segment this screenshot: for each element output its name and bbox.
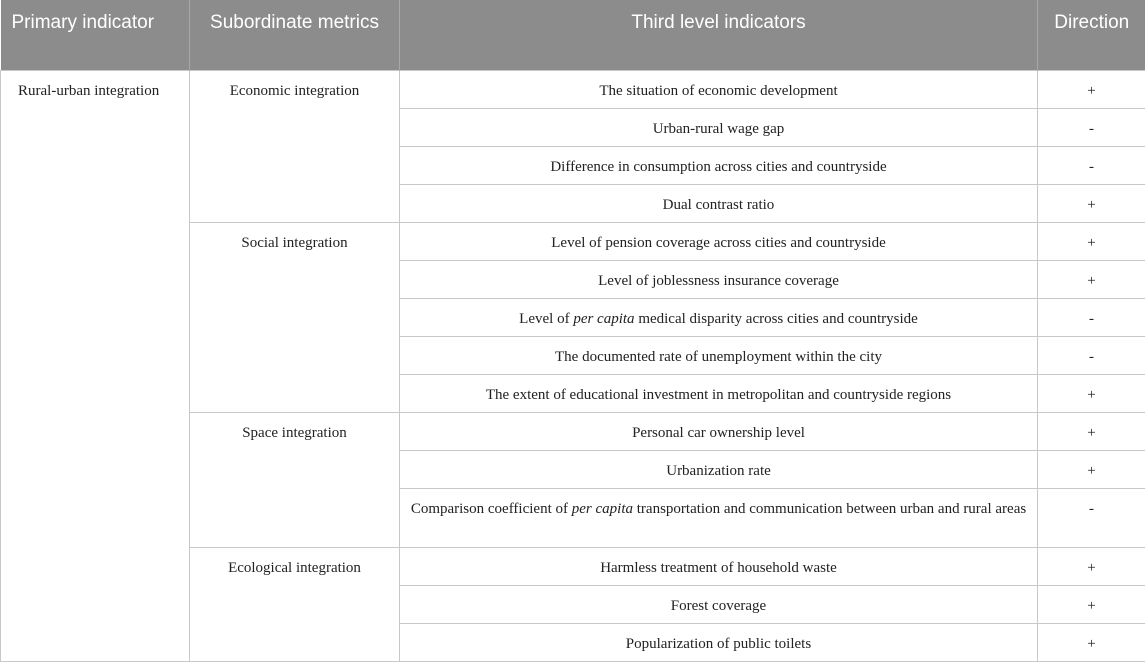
indicator-emphasis: per capita: [573, 310, 635, 327]
subordinate-metric-cell: Economic integration: [190, 70, 400, 222]
direction-cell: +: [1038, 623, 1145, 661]
third-level-indicator-cell: [400, 547, 1038, 585]
indicator-emphasis: per capita: [571, 500, 633, 517]
third-level-indicator-cell: [400, 184, 1038, 222]
indicator-text-continued: transportation and communication between urban and rural areas: [633, 500, 1027, 517]
third-level-indicator-cell: [400, 585, 1038, 623]
indicator-text: Dual contrast ratio: [662, 196, 775, 213]
third-level-indicator-cell: [400, 450, 1038, 488]
indicator-text: Difference in consumption across cities and countryside: [550, 158, 887, 175]
direction-cell: +: [1038, 374, 1145, 412]
direction-cell: +: [1038, 585, 1145, 623]
indicator-text: Level of pension coverage across cities and countryside: [551, 234, 886, 251]
indicator-text: The extent of educational investment in metropolitan and countryside regions: [485, 386, 952, 403]
indicator-text: Level of: [519, 310, 574, 327]
direction-cell: -: [1038, 488, 1145, 547]
subordinate-metric-cell: Social integration: [190, 222, 400, 412]
direction-cell: +: [1038, 260, 1145, 298]
indicator-text: Urban-rural wage gap: [652, 120, 785, 137]
direction-cell: +: [1038, 450, 1145, 488]
subordinate-metric-cell: Space integration: [190, 412, 400, 547]
table-row: [1, 70, 1145, 108]
third-level-indicator-cell: [400, 70, 1038, 108]
table-body: [1, 70, 1145, 661]
direction-cell: +: [1038, 184, 1145, 222]
third-level-indicator-cell: [400, 488, 1038, 547]
direction-cell: -: [1038, 298, 1145, 336]
indicator-text: Level of joblessness insurance coverage: [598, 272, 839, 289]
indicator-text: Popularization of public toilets: [625, 635, 812, 652]
indicator-text-continued: medical disparity across cities and countryside: [634, 310, 918, 327]
direction-cell: +: [1038, 222, 1145, 260]
table-header: [1, 0, 1145, 70]
third-level-indicator-cell: [400, 374, 1038, 412]
subordinate-metric-cell: Ecological integration: [190, 547, 400, 661]
indicator-text: Forest coverage: [670, 597, 767, 614]
direction-cell: -: [1038, 108, 1145, 146]
third-level-indicator-cell: [400, 260, 1038, 298]
direction-cell: +: [1038, 70, 1145, 108]
direction-cell: +: [1038, 412, 1145, 450]
header-primary-indicator: Primary indicator: [1, 0, 190, 70]
third-level-indicator-cell: [400, 222, 1038, 260]
direction-cell: +: [1038, 547, 1145, 585]
header-subordinate-metrics: Subordinate metrics: [190, 0, 400, 70]
indicator-text: Harmless treatment of household waste: [600, 559, 837, 576]
header-row: [1, 0, 1145, 70]
header-third-level-indicators: Third level indicators: [400, 0, 1038, 70]
third-level-indicator-cell: [400, 412, 1038, 450]
third-level-indicator-cell: [400, 108, 1038, 146]
indicator-text: Personal car ownership level: [632, 424, 805, 441]
indicator-text: The situation of economic development: [599, 82, 838, 99]
direction-cell: -: [1038, 146, 1145, 184]
third-level-indicator-cell: [400, 298, 1038, 336]
indicator-text: Urbanization rate: [666, 462, 771, 479]
indicator-text: The documented rate of unemployment within the city: [555, 348, 882, 365]
header-direction: Direction: [1038, 0, 1145, 70]
third-level-indicator-cell: [400, 336, 1038, 374]
direction-cell: -: [1038, 336, 1145, 374]
indicator-text: Comparison coefficient of: [410, 500, 572, 517]
third-level-indicator-cell: [400, 623, 1038, 661]
primary-indicator-cell: Rural-urban integration: [1, 70, 190, 661]
third-level-indicator-cell: [400, 146, 1038, 184]
